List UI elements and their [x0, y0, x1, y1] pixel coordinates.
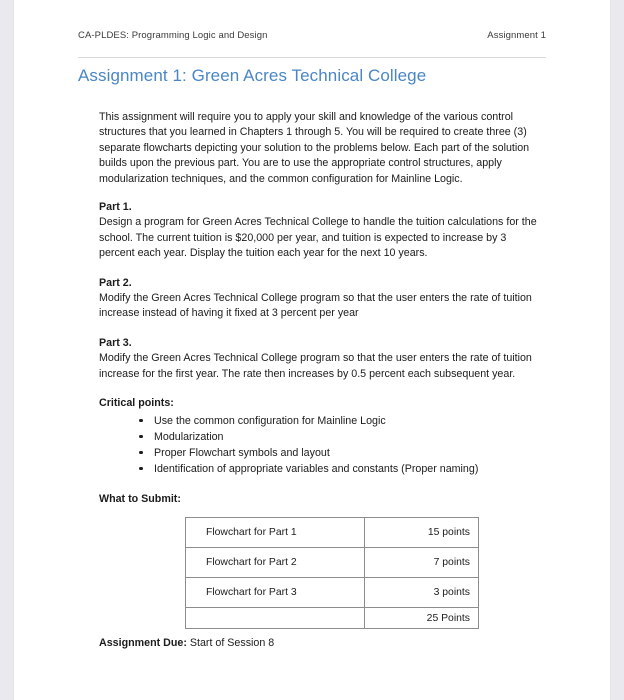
critical-point-text: Identification of appropriate variables and constants (Proper naming) — [154, 462, 479, 475]
table-row — [186, 578, 479, 608]
part-3-block — [99, 336, 537, 382]
part-3-label: Part 3. — [99, 336, 132, 349]
bullet-icon — [139, 451, 143, 455]
assignment-due-label: Assignment Due: — [99, 637, 187, 649]
table-cell-description: Flowchart for Part 2 — [186, 548, 365, 578]
part-2-label: Part 2. — [99, 276, 132, 289]
table-cell-description: Flowchart for Part 3 — [186, 578, 365, 608]
critical-point-text: Modularization — [154, 430, 224, 443]
critical-point-text: Use the common configuration for Mainline Logic — [154, 414, 386, 427]
assignment-due-value: Start of Session 8 — [189, 637, 275, 649]
critical-points-list — [99, 413, 537, 477]
table-cell-points: 3 points — [365, 578, 479, 608]
running-header — [78, 30, 546, 41]
page-title: Assignment 1: Green Acres Technical College — [78, 66, 427, 85]
what-to-submit-heading: What to Submit: — [99, 492, 181, 505]
list-item — [99, 413, 537, 429]
assignment-due-line — [99, 637, 274, 649]
table-cell-points: 7 points — [365, 548, 479, 578]
header-course-title: CA-PLDES: Programming Logic and Design — [78, 30, 268, 41]
intro-paragraph: This assignment will require you to apply your skill and knowledge of the various control structures that you learned in Chapters 1 through 5. You will be required to create three (3) separate flowcharts depicting your solution to the problems below. Each part of the solution builds upon the previous part. You are to use the appropriate control structures, apply modularization techniques, and the common configuration for Mainline Logic. — [99, 111, 530, 185]
part-2-text: Modify the Green Acres Technical College program so that the user enters the rate of tuition increase instead of having it fixed at 3 percent per year — [99, 292, 532, 320]
page-content — [14, 0, 610, 700]
bullet-icon — [139, 467, 143, 471]
critical-point-text: Proper Flowchart symbols and layout — [154, 446, 330, 459]
table-row — [186, 548, 479, 578]
document-body — [99, 110, 537, 507]
grading-table — [185, 517, 479, 629]
table-cell-description-empty — [186, 608, 365, 629]
part-3-text: Modify the Green Acres Technical College program so that the user enters the rate of tuition increase for the first year. The rate then increases by 0.5 percent each subsequent year. — [99, 352, 532, 380]
document-page — [14, 0, 610, 700]
table-cell-description: Flowchart for Part 1 — [186, 518, 365, 548]
part-1-block — [99, 200, 537, 262]
list-item — [99, 461, 537, 477]
table-row-total — [186, 608, 479, 629]
list-item — [99, 429, 537, 445]
list-item — [99, 445, 537, 461]
table-cell-points: 15 points — [365, 518, 479, 548]
critical-points-heading: Critical points: — [99, 397, 174, 410]
grading-table-container — [185, 517, 479, 629]
part-1-text: Design a program for Green Acres Technical College to handle the tuition calculations for the school. The current tuition is $20,000 per year, and tuition is expected to increase by 3 percent each year. Display the tuition each year for the next 10 years. — [99, 216, 537, 260]
part-2-block — [99, 276, 537, 322]
bullet-icon — [139, 435, 143, 439]
bullet-icon — [139, 419, 143, 423]
header-divider-rule — [78, 57, 546, 58]
header-assignment-number: Assignment 1 — [487, 30, 546, 41]
part-1-label: Part 1. — [99, 201, 132, 214]
table-cell-total-points: 25 Points — [365, 608, 479, 629]
table-row — [186, 518, 479, 548]
